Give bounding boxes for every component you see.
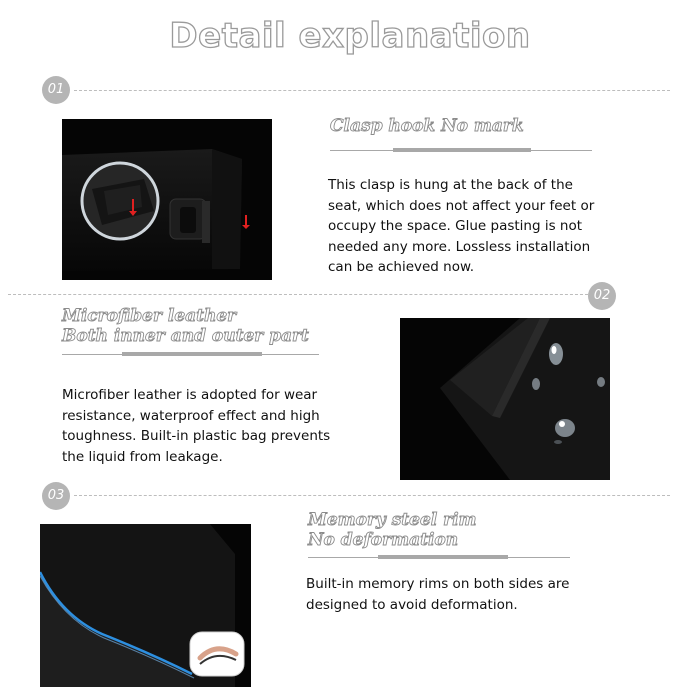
water-droplets-illustration (400, 318, 610, 480)
heading-underline-mark (393, 148, 531, 152)
section-heading-line: Memory steel rim (308, 510, 477, 530)
section-heading-line: Microfiber leather (62, 306, 237, 326)
microfiber-leather-photo (400, 318, 610, 480)
section-description: Microfiber leather is adopted for wear resistance, waterproof effect and high toughness. Built-in plastic bag prevents the liquid from leakage. (62, 387, 331, 465)
section-heading-line: No deformation (308, 530, 459, 550)
clasp-hook-photo (62, 119, 272, 280)
section-number-badge: 02 (588, 282, 616, 310)
section-description: Built-in memory rims on both sides are designed to avoid deformation. (306, 576, 570, 613)
heading-underline-mark (378, 555, 508, 559)
clasp-hook-illustration (62, 119, 272, 280)
section-divider (74, 90, 670, 91)
section-divider (74, 495, 670, 496)
section-heading-line: Clasp hook No mark (330, 116, 524, 136)
section-heading (62, 306, 309, 346)
memory-rim-illustration (40, 524, 251, 687)
section-heading (330, 116, 524, 136)
section-number-badge: 03 (42, 482, 70, 510)
section-divider (8, 294, 588, 295)
memory-rim-photo (40, 524, 251, 687)
page-title: Detail explanation (169, 16, 531, 56)
heading-underline-mark (122, 352, 262, 356)
section-heading (308, 510, 477, 550)
section-description: This clasp is hung at the back of the seat, which does not affect your feet or occupy the space. Glue pasting is not needed any more. Lossless installation can be achieved now. (328, 177, 595, 275)
section-heading-line: Both inner and outer part (62, 326, 309, 346)
section-number-badge: 01 (42, 76, 70, 104)
